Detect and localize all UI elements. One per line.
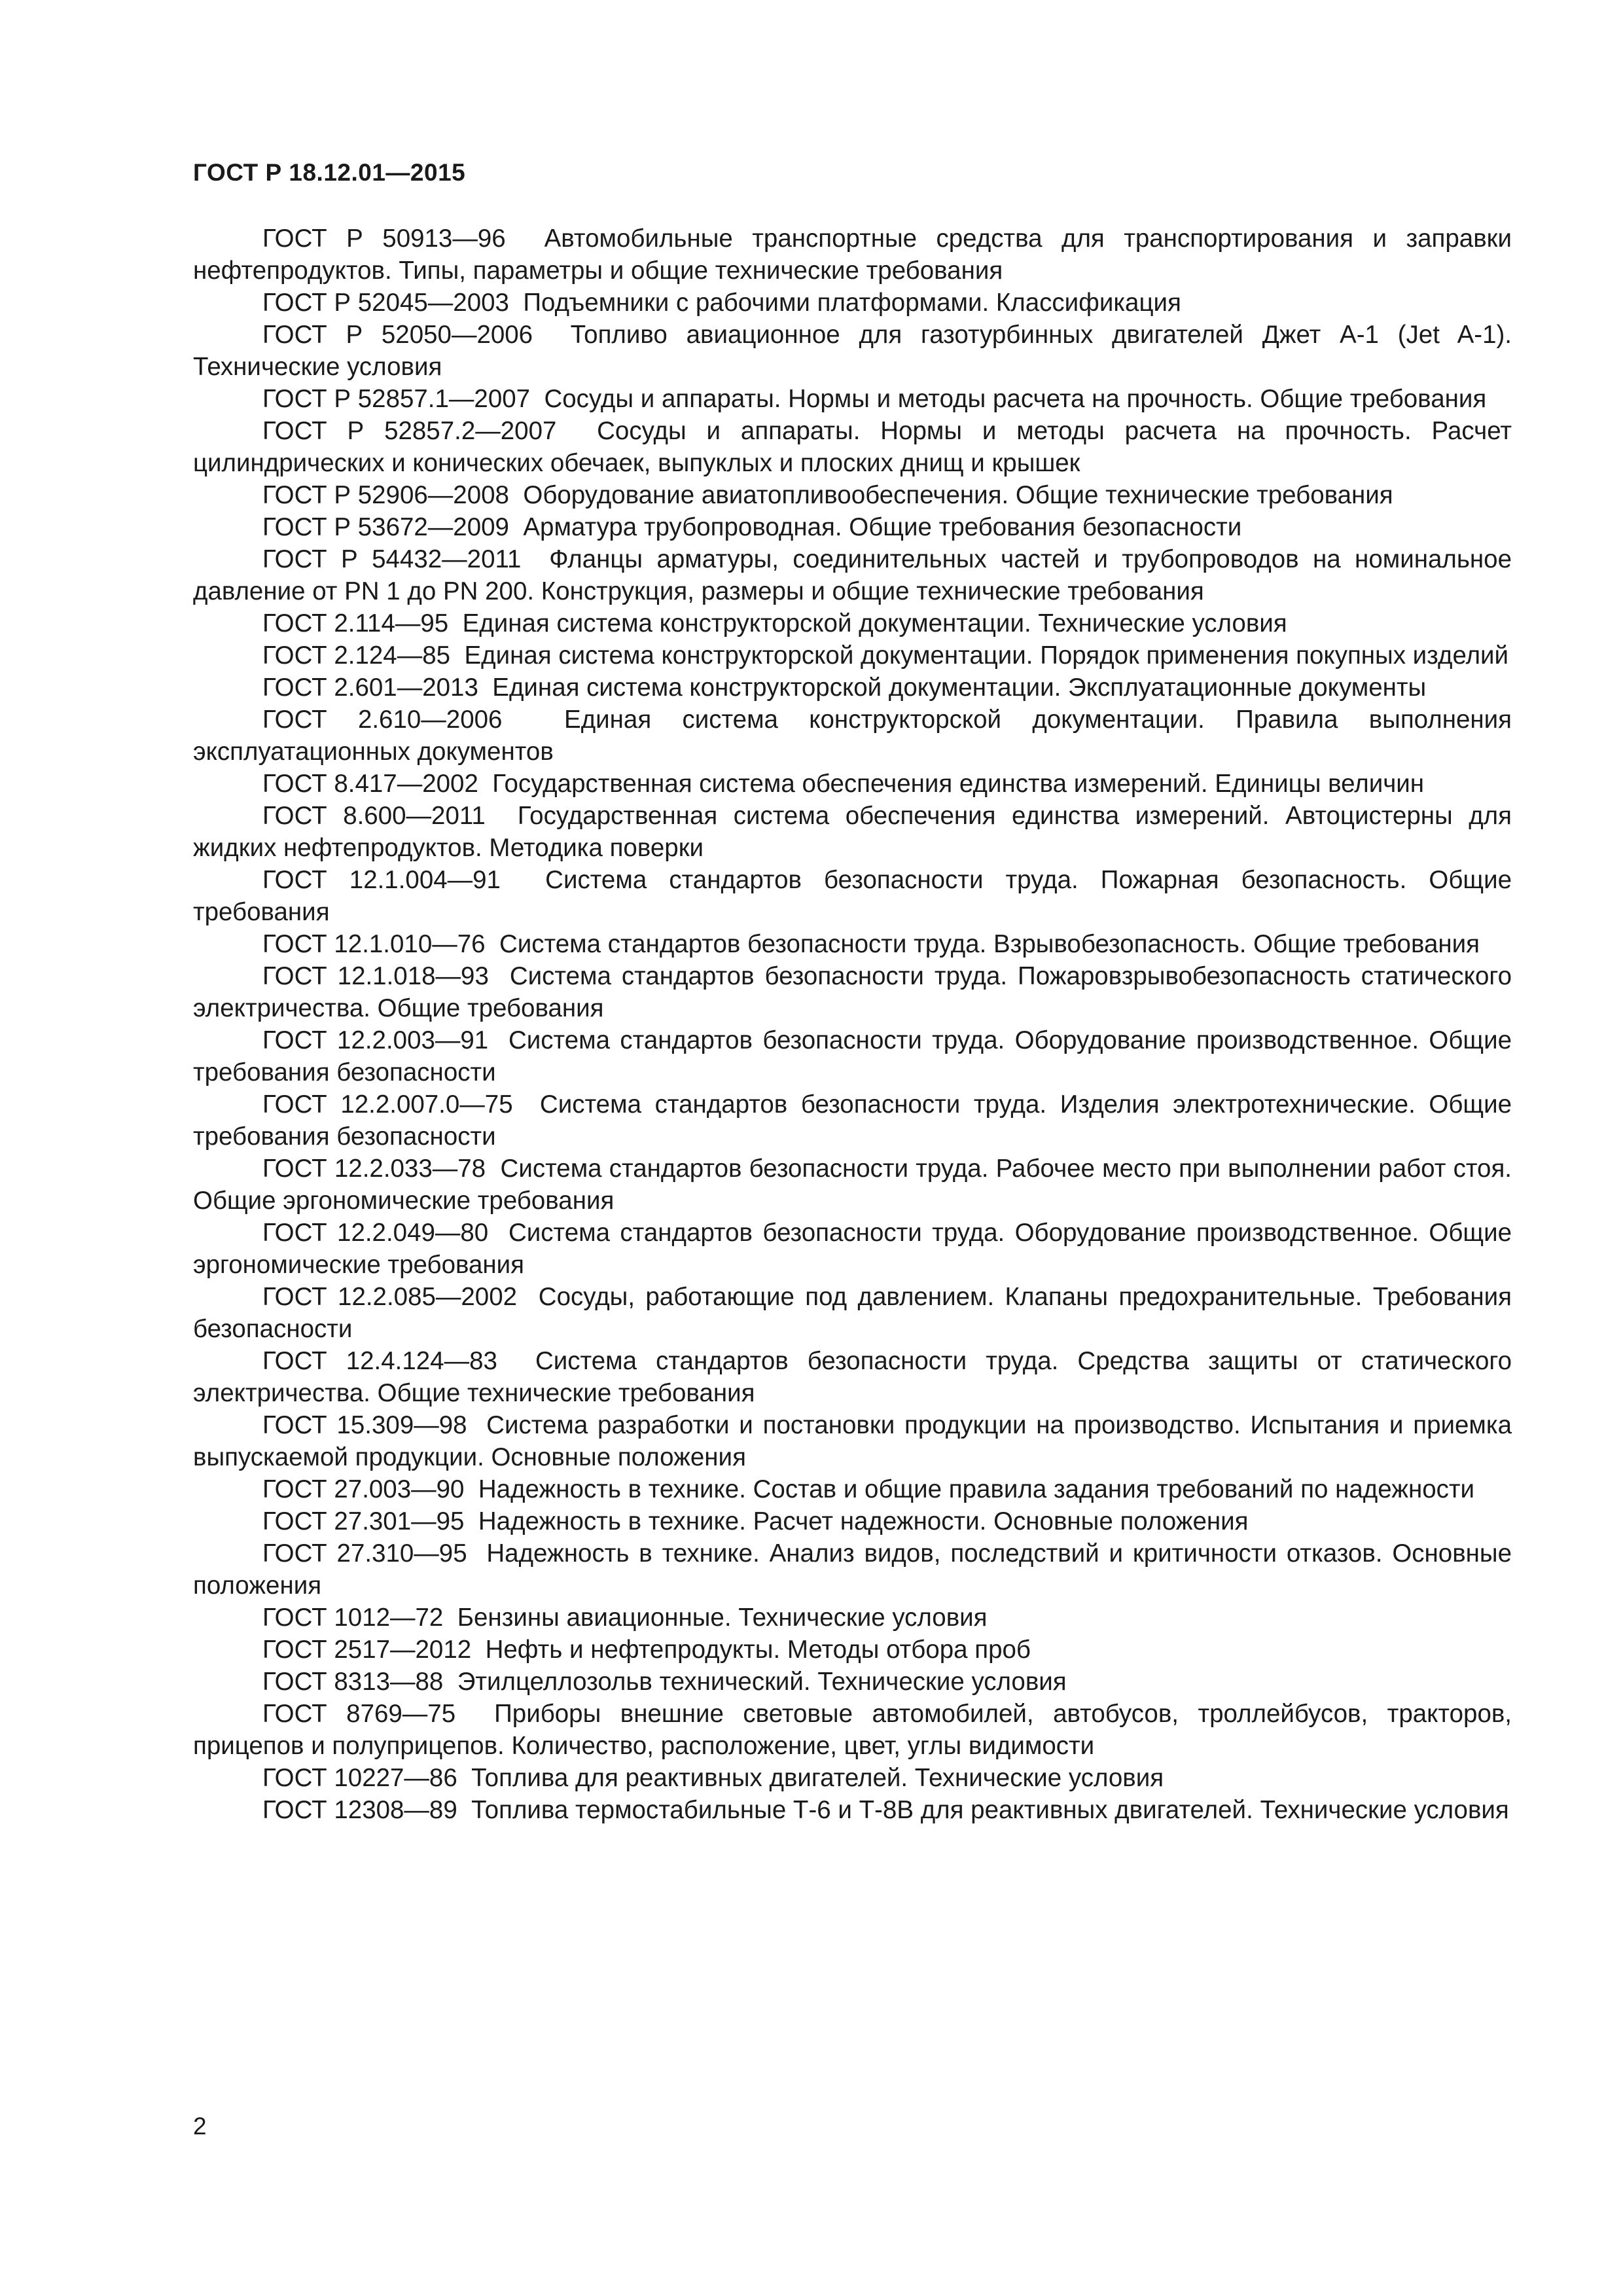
reference-entry <box>193 639 1512 672</box>
reference-title: Система стандартов безопасности труда. Рабочее место при выполнении работ стоя. Общие эргономические требования <box>193 1155 1512 1215</box>
reference-entry <box>193 1024 1512 1088</box>
reference-code: ГОСТ Р 54432—2011 <box>262 545 522 573</box>
reference-title: Государственная система обеспечения единства измерений. Автоцистерны для жидких нефтепродуктов. Методика поверки <box>193 802 1512 862</box>
reference-entry <box>193 1794 1512 1826</box>
reference-code: ГОСТ 15.309—98 <box>262 1411 467 1439</box>
reference-title: Система стандартов безопасности труда. Изделия электротехнические. Общие требования безопасности <box>193 1090 1512 1151</box>
reference-entry <box>193 511 1512 543</box>
reference-entry <box>193 287 1512 319</box>
reference-code: ГОСТ 2.114—95 <box>262 609 449 637</box>
reference-entry <box>193 1153 1512 1217</box>
reference-title: Сосуды и аппараты. Нормы и методы расчета на прочность. Общие требования <box>544 385 1487 413</box>
reference-code: ГОСТ 1012—72 <box>262 1604 444 1632</box>
reference-entry <box>193 672 1512 704</box>
reference-entry <box>193 928 1512 960</box>
reference-code: ГОСТ Р 52857.1—2007 <box>262 385 531 413</box>
reference-entry <box>193 704 1512 768</box>
reference-entry <box>193 1088 1512 1153</box>
reference-title: Приборы внешние световые автомобилей, автобусов, троллейбусов, тракторов, прицепов и полуприцепов. Количество, расположение, цвет, углы видимости <box>193 1700 1512 1760</box>
reference-title: Арматура трубопроводная. Общие требования безопасности <box>523 513 1242 541</box>
reference-title: Система стандартов безопасности труда. Средства защиты от статического электричества. Общие технические требования <box>193 1347 1512 1407</box>
reference-entry <box>193 415 1512 479</box>
reference-code: ГОСТ Р 52045—2003 <box>262 289 509 317</box>
reference-title: Единая система конструкторской документации. Правила выполнения эксплуатационных документов <box>193 706 1512 766</box>
reference-code: ГОСТ Р 50913—96 <box>262 224 506 253</box>
reference-entry <box>193 1762 1512 1794</box>
reference-code: ГОСТ 8769—75 <box>262 1700 456 1728</box>
reference-title: Система стандартов безопасности труда. Пожарная безопасность. Общие требования <box>193 866 1512 926</box>
reference-entry <box>193 800 1512 864</box>
normative-references-list <box>193 223 1512 1826</box>
reference-title: Надежность в технике. Состав и общие правила задания требований по надежности <box>478 1475 1475 1503</box>
reference-code: ГОСТ 12.2.007.0—75 <box>262 1090 513 1119</box>
reference-entry <box>193 1698 1512 1762</box>
reference-title: Фланцы арматуры, соединительных частей и трубопроводов на номинальное давление от PN 1 до PN 200. Конструкция, размеры и общие технические требования <box>193 545 1512 605</box>
reference-code: ГОСТ Р 52050—2006 <box>262 321 533 349</box>
reference-title: Нефть и нефтепродукты. Методы отбора проб <box>485 1636 1031 1664</box>
reference-code: ГОСТ 12.1.018—93 <box>262 962 489 990</box>
reference-entry <box>193 543 1512 607</box>
reference-code: ГОСТ 8313—88 <box>262 1668 444 1696</box>
reference-entry <box>193 479 1512 511</box>
reference-code: ГОСТ 12.1.010—76 <box>262 930 486 958</box>
reference-entry <box>193 1505 1512 1537</box>
reference-title: Единая система конструкторской документации. Эксплуатационные документы <box>492 673 1427 702</box>
reference-entry <box>193 864 1512 928</box>
reference-title: Топлива для реактивных двигателей. Технические условия <box>471 1764 1164 1792</box>
reference-title: Надежность в технике. Расчет надежности. Основные положения <box>478 1507 1249 1535</box>
page-number: 2 <box>193 2113 207 2140</box>
reference-code: ГОСТ 27.301—95 <box>262 1507 465 1535</box>
reference-entry <box>193 1602 1512 1634</box>
reference-title: Сосуды, работающие под давлением. Клапаны предохранительные. Требования безопасности <box>193 1283 1512 1343</box>
reference-entry <box>193 960 1512 1024</box>
reference-code: ГОСТ 12.2.033—78 <box>262 1155 486 1183</box>
reference-entry <box>193 1537 1512 1602</box>
reference-code: ГОСТ 12.1.004—91 <box>262 866 501 894</box>
reference-code: ГОСТ 12308—89 <box>262 1796 457 1824</box>
reference-code: ГОСТ 8.600—2011 <box>262 802 486 830</box>
reference-title: Единая система конструкторской документации. Технические условия <box>462 609 1287 637</box>
reference-code: ГОСТ 8.417—2002 <box>262 770 478 798</box>
reference-code: ГОСТ 2.124—85 <box>262 641 451 670</box>
reference-title: Сосуды и аппараты. Нормы и методы расчета на прочность. Расчет цилиндрических и конических обечаек, выпуклых и плоских днищ и крышек <box>193 417 1512 477</box>
reference-title: Бензины авиационные. Технические условия <box>457 1604 988 1632</box>
reference-code: ГОСТ 12.2.085—2002 <box>262 1283 518 1311</box>
reference-title: Система стандартов безопасности труда. Взрывобезопасность. Общие требования <box>499 930 1480 958</box>
reference-title: Единая система конструкторской документации. Порядок применения покупных изделий <box>464 641 1509 670</box>
reference-title: Топливо авиационное для газотурбинных двигателей Джет А-1 (Jet A-1). Технические условия <box>193 321 1512 381</box>
reference-code: ГОСТ Р 52906—2008 <box>262 481 509 509</box>
reference-entry <box>193 383 1512 415</box>
reference-title: Система стандартов безопасности труда. Оборудование производственное. Общие эргономические требования <box>193 1219 1512 1279</box>
reference-code: ГОСТ 2.610—2006 <box>262 706 503 734</box>
reference-code: ГОСТ 27.310—95 <box>262 1539 467 1568</box>
reference-title: Оборудование авиатопливообеспечения. Общие технические требования <box>523 481 1393 509</box>
page-header: ГОСТ Р 18.12.01—2015 <box>193 159 466 186</box>
reference-code: ГОСТ 10227—86 <box>262 1764 457 1792</box>
reference-entry <box>193 1281 1512 1345</box>
reference-title: Подъемники с рабочими платформами. Классификация <box>523 289 1181 317</box>
reference-title: Государственная система обеспечения единства измерений. Единицы величин <box>492 770 1425 798</box>
reference-title: Система стандартов безопасности труда. Пожаровзрывобезопасность статического электричества. Общие требования <box>193 962 1512 1022</box>
reference-code: ГОСТ Р 53672—2009 <box>262 513 509 541</box>
reference-entry <box>193 223 1512 287</box>
reference-title: Автомобильные транспортные средства для транспортирования и заправки нефтепродуктов. Типы, параметры и общие технические требования <box>193 224 1512 285</box>
reference-entry <box>193 1666 1512 1698</box>
reference-entry <box>193 768 1512 800</box>
reference-entry <box>193 607 1512 639</box>
reference-entry <box>193 319 1512 383</box>
reference-title: Надежность в технике. Анализ видов, последствий и критичности отказов. Основные положения <box>193 1539 1512 1600</box>
reference-code: ГОСТ Р 52857.2—2007 <box>262 417 557 445</box>
reference-code: ГОСТ 12.2.049—80 <box>262 1219 489 1247</box>
reference-code: ГОСТ 2517—2012 <box>262 1636 472 1664</box>
reference-entry <box>193 1345 1512 1409</box>
reference-title: Этилцеллозольв технический. Технические условия <box>457 1668 1067 1696</box>
reference-title: Топлива термостабильные Т-6 и Т-8В для реактивных двигателей. Технические условия <box>471 1796 1509 1824</box>
reference-title: Система разработки и постановки продукции на производство. Испытания и приемка выпускаемой продукции. Основные положения <box>193 1411 1512 1471</box>
reference-entry <box>193 1217 1512 1281</box>
reference-entry <box>193 1634 1512 1666</box>
reference-code: ГОСТ 27.003—90 <box>262 1475 465 1503</box>
reference-code: ГОСТ 2.601—2013 <box>262 673 478 702</box>
reference-entry <box>193 1473 1512 1505</box>
reference-code: ГОСТ 12.2.003—91 <box>262 1026 489 1054</box>
reference-title: Система стандартов безопасности труда. Оборудование производственное. Общие требования безопасности <box>193 1026 1512 1086</box>
reference-entry <box>193 1409 1512 1473</box>
reference-code: ГОСТ 12.4.124—83 <box>262 1347 497 1375</box>
